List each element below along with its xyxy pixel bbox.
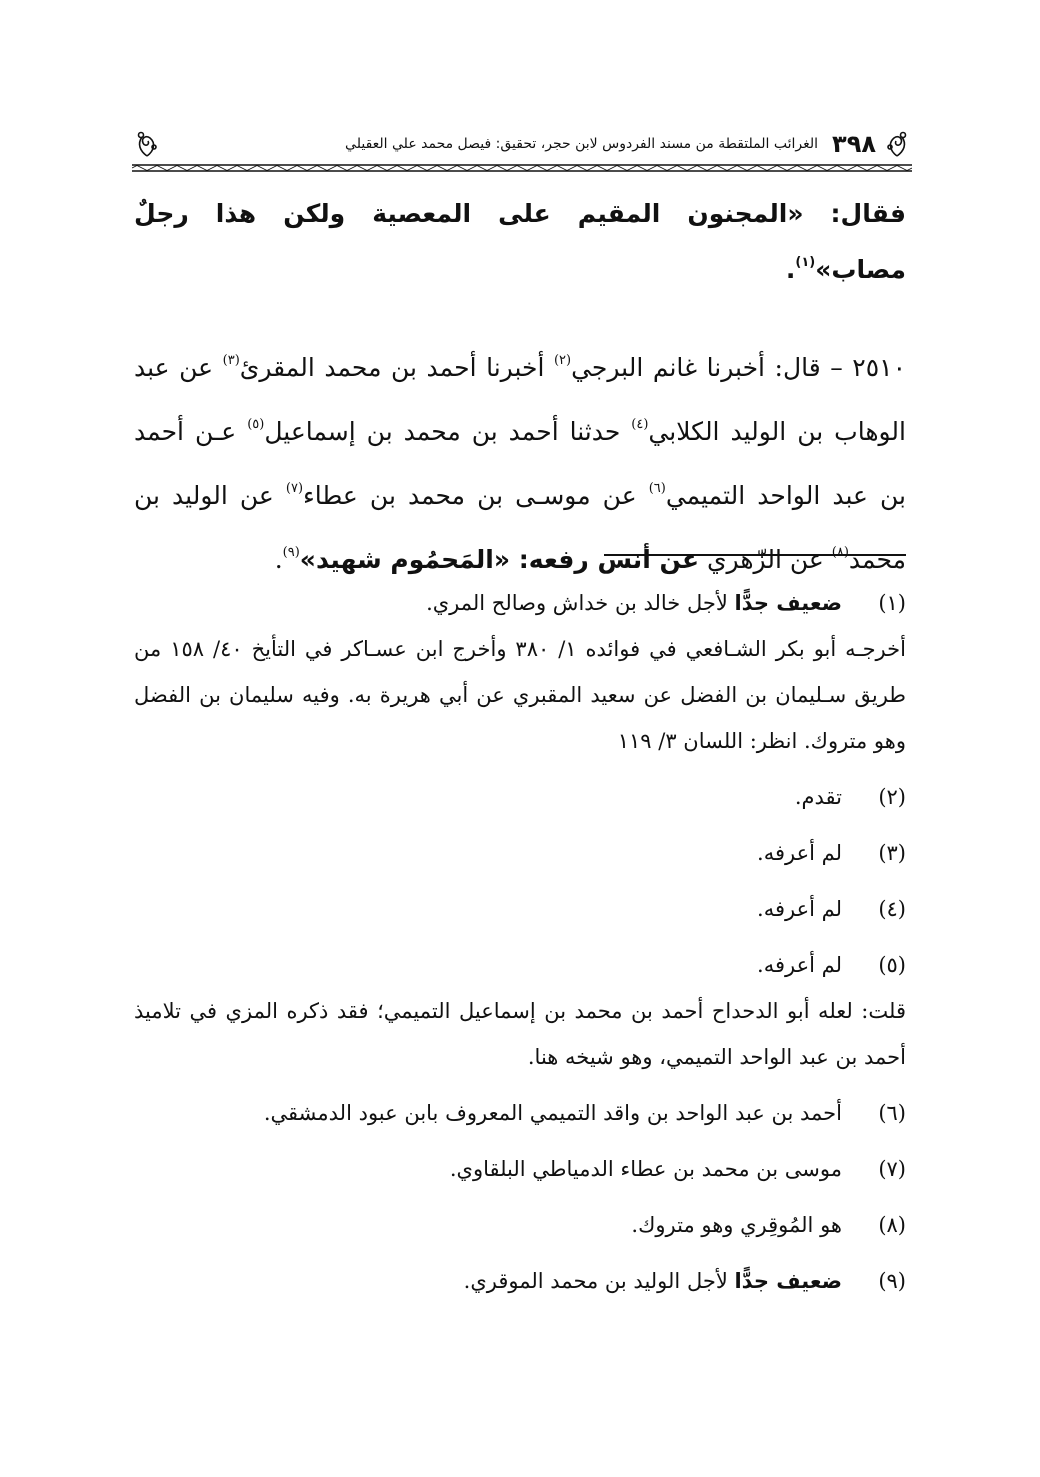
main-text [134,186,906,617]
footnote-5-continuation: قلت: لعله أبو الدحداح أحمد بن محمد بن إسماعيل التميمي؛ فقد ذكره المزي في تلاميذ أحمد بن عبد الواحد التميمي، وهو شيخه هنا. [134,999,906,1069]
footnote-separator [604,554,906,556]
footnote-5 [134,942,906,988]
page-number: ٣٩٨ [832,130,876,158]
hadith-text: ٢٥١٠ – قال: أخبرنا غانم البرجي [571,353,906,382]
footnote-text [134,580,842,626]
grading-label: ضعيف جدًّا [734,591,842,615]
footnote-9 [134,1258,906,1304]
footnote-number: (٨) [878,1213,906,1237]
footnote-8 [134,1202,906,1248]
lead-text: فقال: «المجنون المقيم على المعصية ولكن هذا رجلٌ مصاب» [134,199,906,284]
hadith-text: عن الوليد بن محمد [134,481,906,574]
page-header [132,122,912,174]
footnote-number: (٥) [878,953,906,977]
footnote-7 [134,1146,906,1192]
hadith-matn: عن أنس رفعه: «المَحمُوم شهيد» [299,545,700,574]
footnote-text: تقدم. [794,785,842,809]
footnote-ref-2: (٢) [553,353,572,368]
floral-ornament-icon [882,129,912,159]
hadith-text: أخبرنا أحمد بن محمد المقرئ [239,353,554,382]
lead-end: . [785,255,796,284]
footnote-ref-9: (٩) [282,545,300,560]
footnote-ref-6: (٦) [648,481,666,496]
footnote-6 [134,1090,906,1136]
running-title: الغرائب الملتقطة من مسند الفردوس لابن حجر، تحقيق: فيصل محمد علي العقيلي [345,136,819,152]
footnote-2 [134,774,906,820]
footnote-number: (١) [878,591,906,615]
hadith-end: . [274,545,283,574]
footnote-number: (٢) [878,785,906,809]
hadith-text: حدثنا أحمد بن محمد بن إسماعيل [264,417,632,446]
footnote-text: هو المُوقِري وهو متروك. [631,1213,842,1237]
footnote-number: (٩) [878,1269,906,1293]
footnote-ref-7: (٧) [285,481,304,496]
footnote-text: لم أعرفه. [757,897,842,921]
footnote-1 [134,580,906,626]
footnote-ref-5: (٥) [247,417,265,432]
footnote-1-continuation: أخرجـه أبو بكر الشـافعي في فوائده ١/ ٣٨٠ وأخرج ابن عسـاكر في التأيخ ٤٠/ ١٥٨ من طريق سـليمان بن الفضل عن سعيد المقبري عن أبي هريرة به. وفيه سليمان بن الفضل وهو متروك. انظر: اللسان ٣/ ١١٩ [134,637,906,753]
grading-label: ضعيف جدًّا [734,1269,842,1293]
footnote-text: لم أعرفه. [757,953,842,977]
hadith-text: عن موسـى بن محمد بن عطاء [303,481,649,510]
footnote-body: لأجل الوليد بن محمد الموقري. [463,1269,735,1293]
footnote-text [134,1258,842,1304]
hadith-text: عن عبد الوهاب بن الوليد الكلابي [134,353,906,446]
footnote-ref-1: (١) [795,255,816,270]
footnote-number: (٦) [878,1101,906,1125]
footnote-ref-8: (٨) [831,545,849,560]
footnote-number: (٣) [878,841,906,865]
footnote-body: لأجل خالد بن خداش وصالح المري. [426,591,735,615]
floral-ornament-icon [132,129,162,159]
hadith-text: عـن أحمد بن عبد الواحد التميمي [134,417,906,510]
footnote-ref-4: (٤) [631,417,649,432]
lead-line [134,186,906,298]
footnote-text: لم أعرفه. [757,841,842,865]
footnote-3 [134,830,906,876]
footnote-number: (٤) [878,897,906,921]
footnote-text: موسى بن محمد بن عطاء الدمياطي البلقاوي. [449,1157,842,1181]
footnote-number: (٧) [878,1157,906,1181]
footnote-4 [134,886,906,932]
hadith-text: عن الزّهري [699,545,832,574]
footnote-ref-3: (٣) [222,353,240,368]
footnote-text: أحمد بن عبد الواحد بن واقد التميمي المعروف بابن عبود الدمشقي. [263,1101,842,1125]
footnotes [134,580,906,1314]
header-rule [132,164,912,172]
